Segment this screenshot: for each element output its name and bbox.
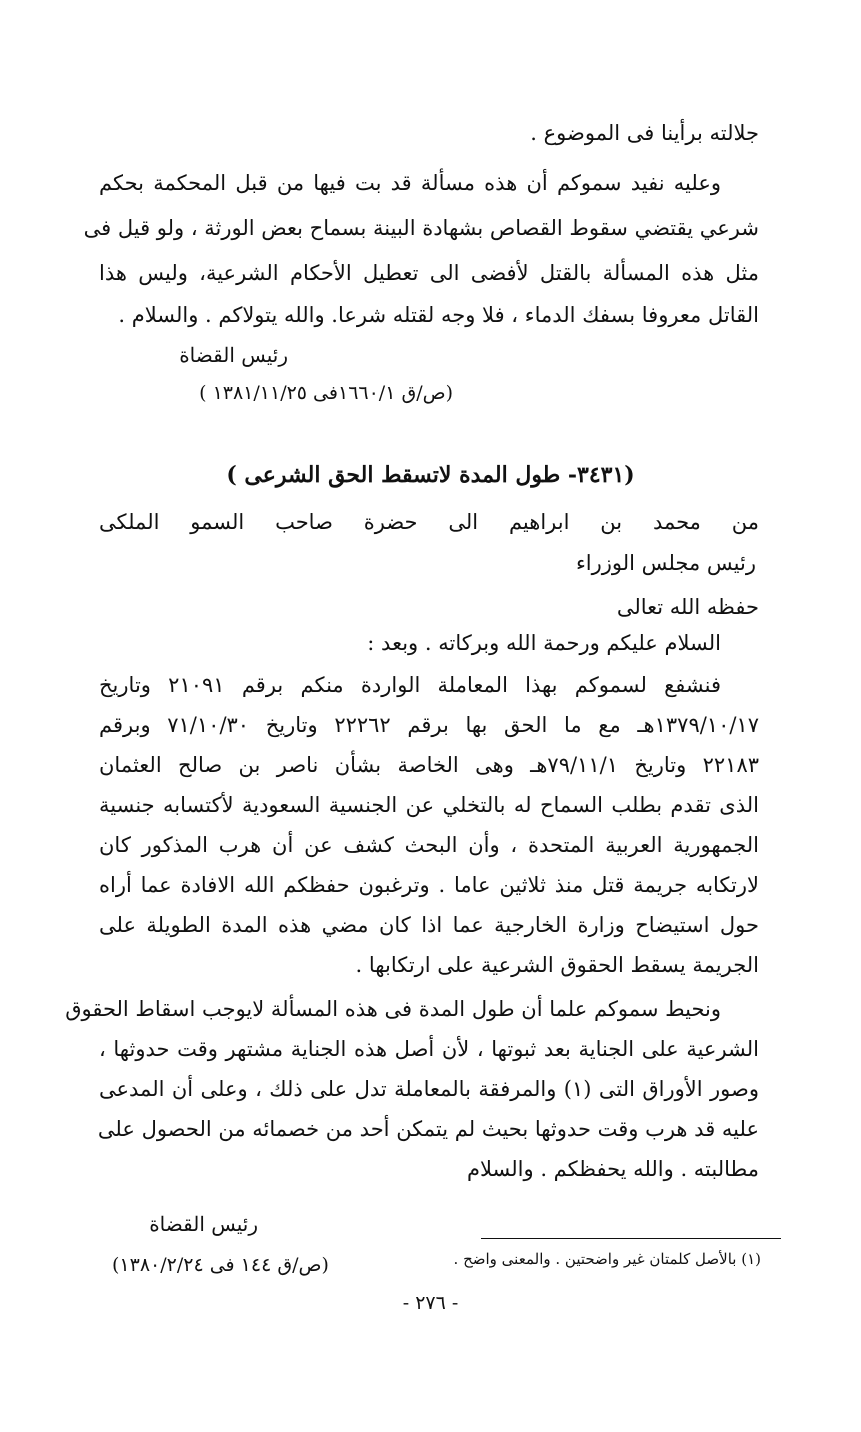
signature: رئيس القضاة <box>179 343 288 367</box>
text-line: الذى تقدم بطلب السماح له بالتخلي عن الجنسية السعودية لأكتسابه جنسية <box>99 793 759 817</box>
greeting-line: السلام عليكم ورحمة الله وبركاته . وبعد : <box>367 631 721 655</box>
text-line: شرعي يقتضي سقوط القصاص بشهادة البينة بسماح بعض الورثة ، ولو قيل فى <box>83 216 759 240</box>
text-line: جلالته برأينا فى الموضوع . <box>530 121 759 145</box>
text-line: الشرعية على الجناية بعد ثبوتها ، لأن أصل هذه الجناية مشتهر وقت حدوثها ، <box>99 1037 759 1061</box>
text-line: الجمهورية العربية المتحدة ، وأن البحث كشف عن أن هرب المذكور كان <box>99 833 759 857</box>
text-line: فنشفع لسموكم بهذا المعاملة الواردة منكم برقم ٢١٠٩١ وتاريخ <box>99 673 721 697</box>
text-line: الجريمة يسقط الحقوق الشرعية على ارتكابها . <box>355 953 759 977</box>
text-line: ١٣٧٩/١٠/١٧هـ مع ما الحق بها برقم ٢٢٢٦٢ وتاريخ ٧١/١٠/٣٠ وبرقم <box>99 713 759 737</box>
section-title: (٣٤٣١- طول المدة لاتسقط الحق الشرعى ) <box>226 462 635 488</box>
text-line: مثل هذه المسألة بالقتل لأفضى الى تعطيل الأحكام الشرعية، وليس هذا <box>99 261 759 285</box>
to-line: رئيس مجلس الوزراء <box>575 551 756 575</box>
text-line: ٢٢١٨٣ وتاريخ ٧٩/١١/١هـ وهى الخاصة بشأن ناصر بن صالح العثمان <box>99 753 760 777</box>
page-number: - ٢٧٦ - <box>402 1292 459 1314</box>
text-line: عليه قد هرب وقت حدوثها بحيث لم يتمكن أحد من خصمائه من الحصول على <box>97 1117 759 1141</box>
text-line: لارتكابه جريمة قتل منذ ثلاثين عاما . وترغبون حفظكم الله الافادة عما أراه <box>99 873 759 897</box>
footnote-divider <box>481 1238 781 1239</box>
footnote: (١) بالأصل كلمتان غير واضحتين . والمعنى واضح . <box>453 1250 761 1268</box>
text-line: مطالبته . والله يحفظكم . والسلام <box>467 1157 759 1181</box>
text-line: القاتل معروفا بسفك الدماء ، فلا وجه لقتله شرعا. والله يتولاكم . والسلام . <box>118 303 759 327</box>
text-line: ونحيط سموكم علما أن طول المدة فى هذه المسألة لايوجب اسقاط الحقوق <box>65 997 721 1021</box>
from-line: من محمد بن ابراهيم الى حضرة صاحب السمو الملكى <box>99 510 759 534</box>
reference: (ص/ق ١٤٤ فى ١٣٨٠/٢/٢٤) <box>112 1254 329 1276</box>
blessing-line: حفظه الله تعالى <box>616 595 759 619</box>
text-line: حول استيضاح وزارة الخارجية عما اذا كان مضي هذه المدة الطويلة على <box>99 913 759 937</box>
text-line: وعليه نفيد سموكم أن هذه مسألة قد بت فيها من قبل المحكمة بحكم <box>99 171 721 195</box>
signature: رئيس القضاة <box>149 1212 258 1236</box>
text-line: وصور الأوراق التى (١) والمرفقة بالمعاملة تدل على ذلك ، وعلى أن المدعى <box>99 1077 759 1101</box>
reference: (ص/ق ١٦٦٠/١فى ١٣٨١/١١/٢٥ ) <box>199 382 453 404</box>
